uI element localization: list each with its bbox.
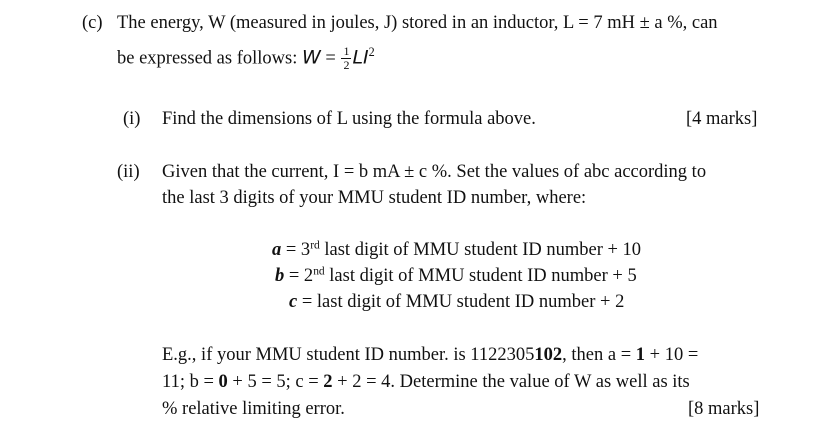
example-line2-mid: + 5 = 5; c = (227, 372, 324, 392)
formula-equals: = (325, 48, 336, 69)
example-one: 1 (635, 345, 646, 365)
part-ii-line1: Given that the current, I = b mA ± c %. Set the values of abc according to (162, 162, 707, 182)
part-c-line1: The energy, W (measured in joules, J) stored in an inductor, L = 7 mH ± a %, can (117, 13, 718, 33)
definition-c (289, 293, 624, 312)
formula-exponent: 2 (368, 45, 375, 60)
part-ii-line2: the last 3 digits of your MMU student ID number, where: (162, 188, 587, 208)
definition-a-var: a (272, 240, 282, 260)
part-i-label: (i) (123, 109, 141, 129)
fraction-numerator: 1 (343, 44, 350, 58)
fraction-denominator: 2 (343, 57, 350, 72)
part-ii-label: (ii) (117, 162, 140, 182)
part-ii-marks: [8 marks] (688, 399, 760, 419)
formula-fraction (341, 45, 351, 71)
formula-li: LI (352, 46, 369, 69)
example-line1-mid: , then a = (562, 345, 636, 365)
definition-b (275, 267, 637, 286)
definition-a-post: last digit of MMU student ID number + 10 (319, 240, 642, 260)
part-i-marks: [4 marks] (686, 109, 758, 129)
definition-b-post: last digit of MMU student ID number + 5 (324, 266, 637, 286)
part-c-line2 (117, 46, 375, 72)
definition-b-pre: = 2 (284, 266, 314, 286)
part-c-line2-text: be expressed as follows: (117, 48, 298, 69)
example-id-digits: 102 (534, 345, 563, 365)
example-zero: 0 (218, 372, 228, 392)
formula-w: W (301, 46, 321, 69)
example-line2-post: + 2 = 4. Determine the value of W as well as its (332, 372, 690, 392)
example-line1 (162, 346, 698, 365)
definition-c-text: = last digit of MMU student ID number + 2 (297, 292, 625, 312)
definition-a-sup: rd (310, 239, 320, 252)
definition-a-pre: = 3 (281, 240, 311, 260)
definition-b-var: b (275, 266, 285, 286)
example-line1-post: + 10 = (645, 345, 699, 365)
example-line2-pre: 11; b = (162, 372, 219, 392)
example-line2 (162, 373, 690, 392)
definition-c-var: c (289, 292, 298, 312)
example-line3: % relative limiting error. (162, 399, 345, 419)
definition-b-sup: nd (313, 265, 325, 278)
definition-a (272, 241, 641, 260)
example-line1-pre: E.g., if your MMU student ID number. is 1122305 (162, 345, 535, 365)
part-c-label: (c) (82, 13, 103, 33)
example-two: 2 (323, 372, 333, 392)
part-i-text: Find the dimensions of L using the formula above. (162, 109, 536, 129)
